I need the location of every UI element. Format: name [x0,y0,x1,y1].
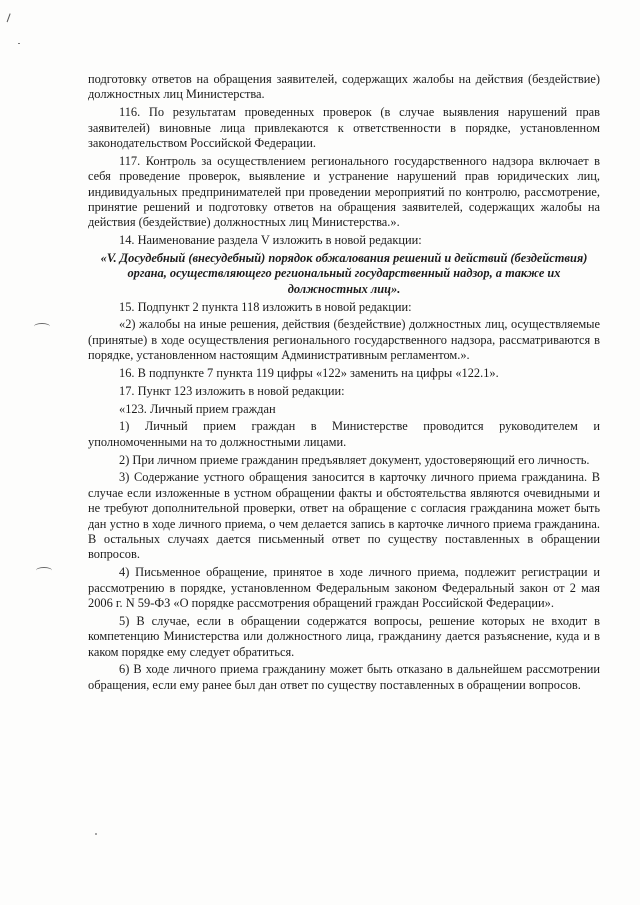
paragraph-123-5: 5) В случае, если в обращении содержатся вопросы, решение которых не входит в компетенцию Министерства или должностного лица, гражданину дается разъяснение, куда и в каком порядке ему следует обратиться. [88,613,600,659]
scan-mark [95,833,97,835]
section-v-heading: «V. Досудебный (внесудебный) порядок обжалования решений и действий (бездействия) органа, осуществляющего региональный государственный надзор, а также их должностных лиц». [100,251,588,296]
paragraph-123-2: 2) При личном приеме гражданин предъявляет документ, удостоверяющий его личность. [119,452,590,467]
paragraph-123-1: 1) Личный прием граждан в Министерстве проводится руководителем и уполномоченными на то должностными лицами. [88,419,600,449]
paragraph-subitem-2: «2) жалобы на иные решения, действия (бездействие) должностных лиц, осуществляемые (принятые) в ходе осуществления регионального государственного надзора, рассматриваются в порядке, установленном настоящим Административным регламентом.». [88,317,600,363]
paragraph-item-16: 16. В подпункте 7 пункта 119 цифры «122» заменить на цифры «122.1». [119,366,499,381]
document-body [88,72,600,696]
hole-punch-mark [34,323,50,330]
scan-mark [18,43,20,44]
paragraph-item-17: 17. Пункт 123 изложить в новой редакции: [119,383,345,398]
scan-mark [7,13,15,23]
paragraph-continuation: подготовку ответов на обращения заявителей, содержащих жалобы на действия (бездействие) должностных лиц Министерства. [88,72,600,102]
paragraph-117: 117. Контроль за осуществлением регионального государственного надзора включает в себя проведение проверок, выявление и устранение нарушений прав юридических лиц, индивидуальных предпринимателей при проведении мероприятий по контролю, рассмотрение, принятие решений и подготовку ответов на обращения заявителей, содержащих жалобы на действия (бездействие) должностных лиц Министерства.». [88,153,600,230]
paragraph-item-15: 15. Подпункт 2 пункта 118 изложить в новой редакции: [119,299,412,314]
paragraph-116: 116. По результатам проведенных проверок (в случае выявления нарушений прав заявителей) виновные лица привлекаются к ответственности в порядке, установленном законодательством Российской Федерации. [88,105,600,151]
paragraph-123-4: 4) Письменное обращение, принятое в ходе личного приема, подлежит регистрации и рассмотрению в порядке, установленном Федеральным законом Федеральный закон от 2 мая 2006 г. N 59-ФЗ «О порядке рассмотрения обращений граждан Российской Федерации». [88,565,600,611]
paragraph-item-14: 14. Наименование раздела V изложить в новой редакции: [119,233,422,248]
paragraph-123-title: «123. Личный прием граждан [119,401,276,416]
paragraph-123-3: 3) Содержание устного обращения заносится в карточку личного приема гражданина. В случае если изложенные в устном обращении факты и обстоятельства являются очевидными и не требуют дополнительной проверки, ответ на обращение с согласия гражданина может быть дан устно в ходе личного приема, о чем делается запись в карточке личного приема гражданина. В остальных случаях дается письменный ответ по существу поставленных в обращении вопросов. [88,470,600,562]
paragraph-123-6: 6) В ходе личного приема гражданину может быть отказано в дальнейшем рассмотрении обращения, если ему ранее был дан ответ по существу поставленных в обращении вопросов. [88,662,600,692]
hole-punch-mark [36,567,52,574]
